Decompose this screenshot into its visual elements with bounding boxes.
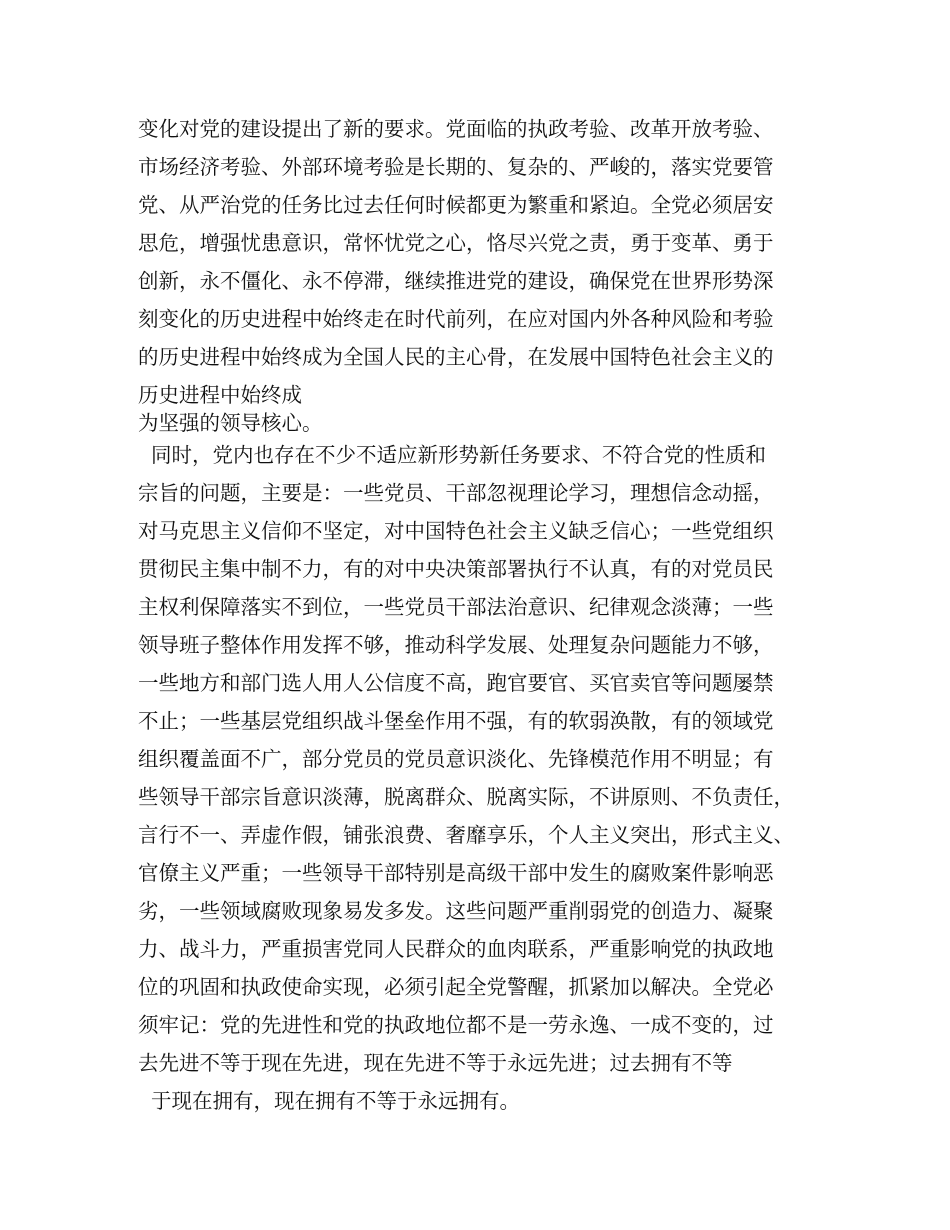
text-line: 市场经济考验、外部环境考验是长期的、复杂的、严峻的，落实党要管	[138, 155, 774, 179]
text-line: 领导班子整体作用发挥不够，推动科学发展、处理复杂问题能力不够，	[138, 633, 774, 657]
text-line: 官僚主义严重；一些领导干部特别是高级干部中发生的腐败案件影响恶	[138, 861, 774, 885]
text-line: 变化对党的建设提出了新的要求。党面临的执政考验、改革开放考验、	[138, 117, 774, 141]
text-line: 去先进不等于现在先进，现在先进不等于永远先进；过去拥有不等	[138, 1051, 733, 1075]
text-line: 思危，增强忧患意识，常怀忧党之心，恪尽兴党之责，勇于变革、勇于	[138, 231, 774, 255]
text-line: 劣，一些领域腐败现象易发多发。这些问题严重削弱党的创造力、凝聚	[138, 899, 774, 923]
text-line: 历史进程中始终成	[138, 383, 302, 407]
text-line: 力、战斗力，严重损害党同人民群众的血肉联系，严重影响党的执政地	[138, 937, 774, 961]
text-line: 于现在拥有，现在拥有不等于永远拥有。	[138, 1089, 521, 1113]
text-line: 不止；一些基层党组织战斗堡垒作用不强，有的软弱涣散，有的领域党	[138, 709, 774, 733]
text-line: 刻变化的历史进程中始终走在时代前列，在应对国内外各种风险和考验	[138, 307, 774, 331]
text-line: 主权利保障落实不到位，一些党员干部法治意识、纪律观念淡薄；一些	[138, 595, 774, 619]
text-line: 对马克思主义信仰不坚定，对中国特色社会主义缺乏信心；一些党组织	[138, 519, 774, 543]
text-line: 位的巩固和执政使命实现，必须引起全党警醒，抓紧加以解决。全党必	[138, 975, 774, 999]
text-line: 贯彻民主集中制不力，有的对中央决策部署执行不认真，有的对党员民	[138, 557, 774, 581]
text-line: 创新，永不僵化、永不停滞，继续推进党的建设，确保党在世界形势深	[138, 269, 774, 293]
text-line: 组织覆盖面不广，部分党员的党员意识淡化、先锋模范作用不明显；有	[138, 747, 774, 771]
text-line: 为坚强的领导核心。	[138, 411, 323, 435]
text-line: 须牢记：党的先进性和党的执政地位都不是一劳永逸、一成不变的，过	[138, 1013, 774, 1037]
text-line: 宗旨的问题，主要是：一些党员、干部忽视理论学习，理想信念动摇，	[138, 481, 774, 505]
text-line: 党、从严治党的任务比过去任何时候都更为繁重和紧迫。全党必须居安	[138, 193, 774, 217]
text-line: 的历史进程中始终成为全国人民的主心骨，在发展中国特色社会主义的	[138, 345, 774, 369]
text-line: 一些地方和部门选人用人公信度不高，跑官要官、买官卖官等问题屡禁	[138, 671, 774, 695]
text-line: 同时，党内也存在不少不适应新形势新任务要求、不符合党的性质和	[138, 443, 767, 467]
text-line: 言行不一、弄虚作假，铺张浪费、奢靡享乐，个人主义突出，形式主义、	[138, 823, 794, 847]
text-line: 些领导干部宗旨意识淡薄，脱离群众、脱离实际，不讲原则、不负责任，	[138, 785, 794, 809]
